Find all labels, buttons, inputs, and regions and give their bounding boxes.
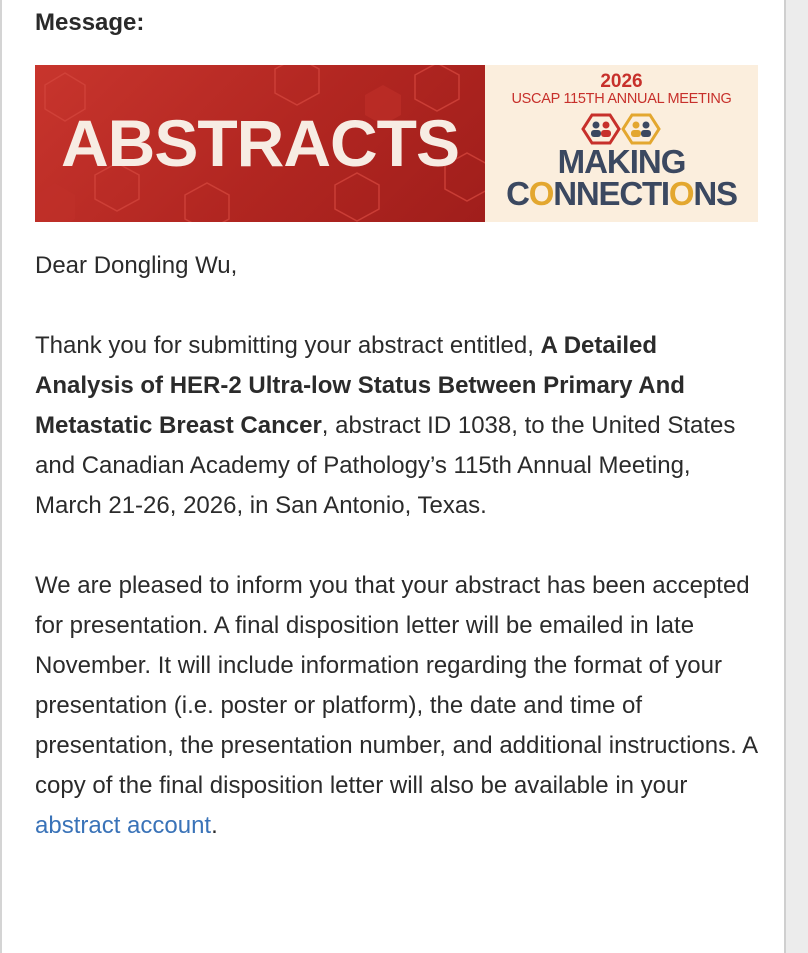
paragraph-submission xyxy=(35,326,760,526)
text-segment: . xyxy=(211,812,218,839)
slogan-part: NNECTI xyxy=(553,175,669,212)
banner-title: ABSTRACTS xyxy=(61,106,459,180)
slogan-ring-o: O xyxy=(528,175,554,212)
abstracts-banner xyxy=(35,65,758,222)
banner-red-panel xyxy=(35,65,485,222)
meeting-year: 2026 xyxy=(600,71,643,92)
abstract-account-link[interactable]: abstract account xyxy=(35,812,212,839)
abstract-title: A Detailed Analysis of HER-2 Ultra-low Status Between Primary And Metastatic Breast Cancer xyxy=(35,332,685,439)
slogan-part: C xyxy=(506,175,529,212)
meeting-logo xyxy=(485,65,758,222)
meeting-name: USCAP 115TH ANNUAL MEETING xyxy=(511,91,732,107)
letter-body xyxy=(35,246,760,886)
slogan-part: NS xyxy=(693,175,737,212)
slogan-connections xyxy=(485,177,758,211)
message-label: Message: xyxy=(35,9,145,36)
paragraph-acceptance xyxy=(35,566,760,846)
slogan-ring-o: O xyxy=(668,175,694,212)
greeting: Dear Dongling Wu, xyxy=(35,252,238,279)
slogan-making: MAKING xyxy=(557,143,686,180)
text-segment: Thank you for submitting your abstract entitled, xyxy=(35,332,541,359)
people-hexagon-icon xyxy=(579,112,665,146)
text-segment: , abstract ID 1038, to the United States and Canadian Academy of Pathology’s 115th Annual Meeting, March 21-26, 2026, in San Antonio, Texas. xyxy=(35,412,736,519)
text-segment: We are pleased to inform you that your abstract has been accepted for presentation. A final disposition letter will be emailed in late November. It will include information regarding the format of your presentation (i.e. poster or platform), the date and time of presentation, the presentation number, and additional instructions. A copy of the final disposition letter will also be available in your xyxy=(35,572,757,799)
